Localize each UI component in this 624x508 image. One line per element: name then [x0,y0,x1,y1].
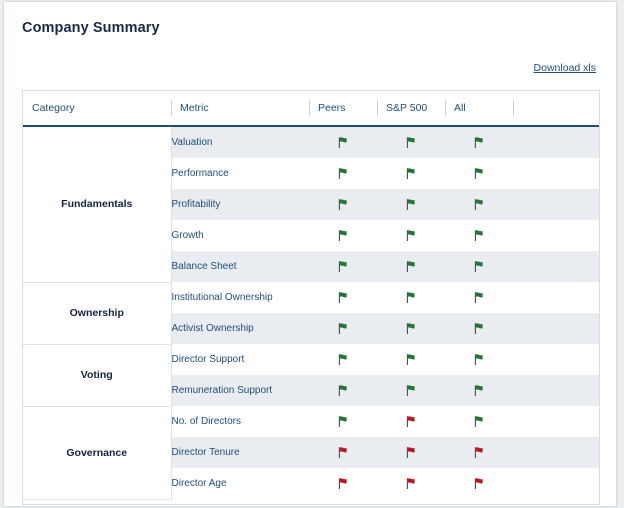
metric-name[interactable]: Performance [171,158,309,189]
flag-icon-green [337,415,350,428]
flag-cell-peers[interactable] [309,126,377,158]
flag-icon-green [473,322,486,335]
column-header-metric[interactable]: Metric [171,91,309,126]
column-header-all[interactable]: All [445,91,513,126]
flag-icon-green [473,353,486,366]
flag-icon-red [405,446,418,459]
table-row [23,344,599,375]
flag-cell-sp500[interactable] [377,282,445,313]
flag-icon-green [405,291,418,304]
flag-cell-all[interactable] [445,437,513,468]
spacer-cell [513,344,599,375]
flag-icon-green [405,198,418,211]
flag-icon-green [337,384,350,397]
flag-icon-green [473,167,486,180]
metric-name[interactable]: Institutional Ownership [171,282,309,313]
flag-icon-green [405,229,418,242]
flag-icon-green [405,384,418,397]
flag-icon-green [405,353,418,366]
flag-cell-peers[interactable] [309,282,377,313]
table-row [23,126,599,158]
flag-cell-all[interactable] [445,189,513,220]
spacer-cell [513,189,599,220]
metric-name[interactable]: No. of Directors [171,406,309,437]
flag-icon-green [473,229,486,242]
category-cell: Voting [23,344,171,406]
flag-icon-red [473,477,486,490]
flag-icon-red [405,477,418,490]
flag-cell-peers[interactable] [309,220,377,251]
flag-cell-peers[interactable] [309,406,377,437]
flag-icon-green [473,415,486,428]
metric-name[interactable]: Profitability [171,189,309,220]
flag-icon-green [405,322,418,335]
flag-icon-green [473,198,486,211]
column-header-spacer [513,91,599,126]
flag-cell-peers[interactable] [309,375,377,406]
flag-cell-sp500[interactable] [377,375,445,406]
category-cell: Ownership [23,282,171,344]
flag-cell-all[interactable] [445,344,513,375]
spacer-cell [513,220,599,251]
flag-cell-all[interactable] [445,313,513,344]
column-header-peers[interactable]: Peers [309,91,377,126]
spacer-cell [513,251,599,282]
spacer-cell [513,437,599,468]
spacer-cell [513,282,599,313]
category-cell: Governance [23,406,171,499]
flag-icon-green [337,167,350,180]
flag-cell-sp500[interactable] [377,406,445,437]
flag-icon-green [337,322,350,335]
table-header-row [23,91,599,126]
flag-cell-all[interactable] [445,126,513,158]
company-summary-table [23,91,599,500]
flag-cell-peers[interactable] [309,468,377,499]
flag-icon-green [337,229,350,242]
spacer-cell [513,375,599,406]
flag-cell-sp500[interactable] [377,251,445,282]
flag-cell-peers[interactable] [309,344,377,375]
flag-icon-green [405,260,418,273]
metric-name[interactable]: Balance Sheet [171,251,309,282]
flag-cell-all[interactable] [445,251,513,282]
metric-name[interactable]: Activist Ownership [171,313,309,344]
table-row [23,282,599,313]
metric-name[interactable]: Director Tenure [171,437,309,468]
flag-cell-peers[interactable] [309,437,377,468]
flag-cell-sp500[interactable] [377,344,445,375]
flag-icon-green [337,291,350,304]
flag-cell-all[interactable] [445,375,513,406]
flag-cell-sp500[interactable] [377,158,445,189]
column-header-sp500[interactable]: S&P 500 [377,91,445,126]
flag-cell-peers[interactable] [309,251,377,282]
metric-name[interactable]: Remuneration Support [171,375,309,406]
flag-icon-green [405,167,418,180]
flag-icon-green [473,384,486,397]
spacer-cell [513,468,599,499]
flag-icon-red [405,415,418,428]
flag-icon-green [337,198,350,211]
metric-name[interactable]: Director Support [171,344,309,375]
spacer-cell [513,126,599,158]
flag-cell-all[interactable] [445,406,513,437]
flag-cell-all[interactable] [445,282,513,313]
page-title: Company Summary [22,20,160,36]
flag-cell-sp500[interactable] [377,126,445,158]
flag-cell-peers[interactable] [309,158,377,189]
download-xls-link[interactable]: Download xls [533,62,596,74]
flag-icon-green [405,136,418,149]
flag-cell-peers[interactable] [309,313,377,344]
metric-name[interactable]: Director Age [171,468,309,499]
flag-cell-peers[interactable] [309,189,377,220]
metric-name[interactable]: Growth [171,220,309,251]
flag-cell-all[interactable] [445,468,513,499]
table-body [23,126,599,499]
flag-icon-green [473,291,486,304]
flag-cell-sp500[interactable] [377,220,445,251]
spacer-cell [513,406,599,437]
table-row [23,406,599,437]
flag-icon-green [473,136,486,149]
flag-cell-sp500[interactable] [377,313,445,344]
spacer-cell [513,158,599,189]
flag-cell-sp500[interactable] [377,189,445,220]
category-cell: Fundamentals [23,126,171,282]
spacer-cell [513,313,599,344]
flag-icon-red [473,446,486,459]
flag-cell-sp500[interactable] [377,437,445,468]
flag-cell-sp500[interactable] [377,468,445,499]
flag-icon-green [337,260,350,273]
flag-icon-green [337,353,350,366]
column-header-category[interactable]: Category [23,91,171,126]
flag-icon-red [337,477,350,490]
flag-cell-all[interactable] [445,220,513,251]
flag-icon-green [337,136,350,149]
flag-icon-green [473,260,486,273]
flag-cell-all[interactable] [445,158,513,189]
metric-name[interactable]: Valuation [171,126,309,158]
flag-icon-red [337,446,350,459]
summary-table-container [22,90,600,505]
company-summary-panel [4,2,616,506]
